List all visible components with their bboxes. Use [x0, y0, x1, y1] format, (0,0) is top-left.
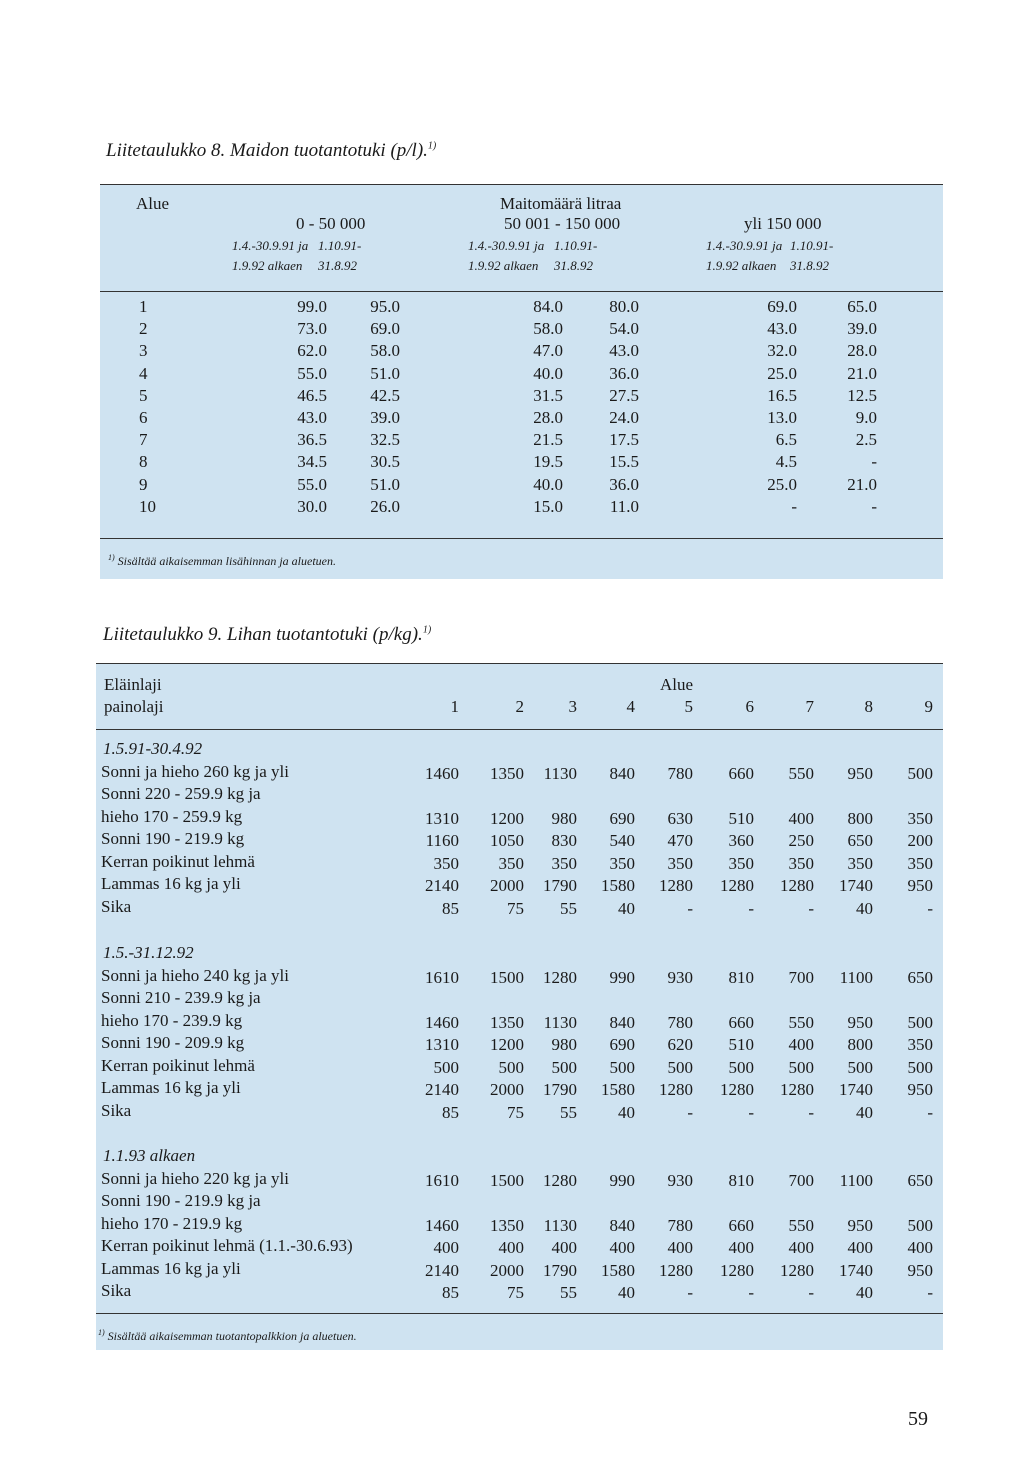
- table9-cell: 1280: [659, 876, 693, 895]
- table9-cell: 350: [907, 853, 933, 873]
- table9-cell: -: [748, 1283, 754, 1302]
- table9-cell: 400: [433, 1238, 459, 1257]
- table8-bottom-rule: [100, 538, 943, 539]
- table9-row-label: Sonni 210 - 239.9 kg ja: [101, 988, 261, 1007]
- table9-cell: 400: [788, 1238, 814, 1257]
- table9-footnote-text: Sisältää aikaisemman tuotantopalkkion ja aluetuen.: [107, 1329, 357, 1343]
- table9-cell: 550: [788, 1012, 814, 1032]
- table8-cell: 28.0: [533, 408, 563, 427]
- table9-cell: 510: [728, 1035, 754, 1054]
- table9-cell: 1350: [490, 763, 524, 783]
- table9-cell: 1580: [601, 876, 635, 895]
- table9-col-header: 5: [684, 697, 693, 716]
- table8-cell: 21.5: [533, 430, 563, 450]
- table9-cell: 840: [609, 763, 635, 783]
- table8-cell: 12.5: [847, 385, 877, 405]
- table9-cell: 1160: [425, 831, 459, 850]
- table9-cell: 2000: [490, 1260, 524, 1280]
- table9-cell: 700: [788, 967, 814, 987]
- table9-period: 1.1.93 alkaen: [103, 1146, 196, 1165]
- table9-cell: 800: [847, 808, 873, 828]
- table9-cell: 660: [728, 763, 754, 783]
- table8-cell: 6.5: [775, 430, 797, 450]
- table9-cell: 40: [618, 1283, 635, 1302]
- table8-cell: 47.0: [533, 341, 563, 361]
- table8-row-alue: 4: [139, 363, 148, 383]
- table8-cell: 51.0: [370, 363, 400, 383]
- table8-cell: 24.0: [609, 408, 639, 427]
- table9-cell: 360: [728, 831, 754, 850]
- table9-cell: 950: [847, 1012, 873, 1032]
- table9-cell: 2000: [490, 876, 524, 895]
- table9-row-label: Sonni 190 - 209.9 kg: [101, 1033, 245, 1052]
- table8-alue-header: Alue: [136, 194, 170, 213]
- table8-caption-text: Liitetaulukko 8. Maidon tuotantotuki (p/l).: [106, 140, 428, 161]
- table9-cell: 1740: [839, 876, 873, 895]
- table9-cell: 650: [907, 967, 933, 987]
- table9-cell: 1580: [601, 1260, 635, 1280]
- table8-cell: 36.5: [297, 430, 327, 450]
- table8-subheader-a: 1.9.92 alkaen: [232, 258, 303, 273]
- table9-cell: 400: [788, 808, 814, 828]
- table9-cell: 55: [560, 898, 577, 918]
- table9-cell: 500: [907, 763, 933, 783]
- table8-subheader-b: 31.8.92: [790, 258, 829, 273]
- table8-cell: 55.0: [297, 363, 327, 383]
- table8-row-alue: 2: [139, 319, 148, 339]
- table9-cell: 810: [728, 967, 754, 987]
- table9-cell: 350: [847, 853, 873, 873]
- table9-row-label: Lammas 16 kg ja yli: [101, 1258, 241, 1278]
- table9-row-label: Sonni 190 - 219.9 kg: [101, 829, 245, 848]
- table9-row-label: hieho 170 - 219.9 kg: [101, 1213, 243, 1233]
- table9-col-header: 7: [805, 697, 814, 716]
- table9-cell: 780: [667, 763, 693, 783]
- table8-cell: 25.0: [767, 363, 797, 383]
- table9-cell: -: [808, 1102, 814, 1122]
- table8-cell: 34.5: [297, 452, 327, 472]
- table8-cell: 95.0: [370, 297, 400, 316]
- table9-cell: 930: [667, 1170, 693, 1190]
- table9-row-label: Sonni 220 - 259.9 kg ja: [101, 784, 261, 803]
- table8-subheader-a: 1.4.-30.9.91 ja: [468, 238, 545, 253]
- table8-cell: 42.5: [370, 385, 400, 405]
- table8-cell: 39.0: [847, 319, 877, 339]
- table9-cell: -: [927, 1283, 933, 1302]
- table9-cell: 980: [551, 808, 577, 828]
- table8-subheader-b: 31.8.92: [554, 258, 593, 273]
- table8-cell: 54.0: [609, 319, 639, 339]
- table9-cell: 650: [907, 1170, 933, 1190]
- table8-cell: 55.0: [297, 474, 327, 494]
- table9-bottom-rule: [96, 1313, 943, 1314]
- table9-cell: 470: [667, 831, 693, 850]
- table9-cell: 800: [847, 1035, 873, 1054]
- table9-cell: 350: [907, 1035, 933, 1054]
- table9-cell: 55: [560, 1283, 577, 1302]
- table9-cell: 930: [667, 967, 693, 987]
- table9-cell: 1100: [839, 1170, 873, 1190]
- table8-cell: 2.5: [855, 430, 877, 450]
- table9-cell: 2000: [490, 1080, 524, 1099]
- table9-cell: 40: [856, 1283, 873, 1302]
- table9-cell: 85: [442, 1102, 459, 1122]
- table8-subheader-b: 1.10.91-: [318, 238, 362, 253]
- table9-cell: 700: [788, 1170, 814, 1190]
- table9-cell: 550: [788, 763, 814, 783]
- table9-cell: 40: [618, 1102, 635, 1122]
- table8-group-title: Maitomäärä litraa: [500, 194, 622, 213]
- table9-cell: 1790: [543, 1260, 577, 1280]
- table9-cell: 500: [907, 1215, 933, 1235]
- table9-cell: 1500: [490, 1170, 524, 1190]
- table8-top-rule: [100, 184, 943, 185]
- table8-cell: 15.0: [533, 496, 563, 516]
- table8-row-alue: 6: [139, 408, 148, 427]
- table8-cell: 27.5: [609, 385, 639, 405]
- table9-cell: -: [927, 898, 933, 918]
- table9-cell: -: [808, 898, 814, 918]
- table8-cell: 43.0: [609, 341, 639, 361]
- table9-cell: 990: [609, 967, 635, 987]
- table9-cell: 1280: [780, 876, 814, 895]
- table8-cell: 65.0: [847, 297, 877, 316]
- page-number: 59: [908, 1408, 928, 1430]
- table9-cell: 500: [847, 1057, 873, 1077]
- table8-cell: 36.0: [609, 474, 639, 494]
- table8-cell: 51.0: [370, 474, 400, 494]
- table9-cell: 400: [667, 1238, 693, 1257]
- table9-cell: 650: [847, 831, 873, 850]
- table9-cell: 75: [507, 898, 524, 918]
- table8-group-header: 50 001 - 150 000: [504, 214, 621, 233]
- table8-cell: 69.0: [370, 319, 400, 339]
- table9-col-header: 8: [864, 697, 873, 716]
- table8-cell: 30.5: [370, 452, 400, 472]
- table9-cell: -: [748, 1102, 754, 1122]
- table9-cell: 1130: [543, 763, 577, 783]
- table9-cell: 1200: [490, 808, 524, 828]
- table8-cell: -: [871, 452, 877, 472]
- table9-cell: 400: [609, 1238, 635, 1257]
- table9-cell: 1460: [425, 1012, 459, 1032]
- table9-period: 1.5.91-30.4.92: [103, 739, 203, 758]
- table9-cell: 840: [609, 1215, 635, 1235]
- table9-row-label: Kerran poikinut lehmä (1.1.-30.6.93): [101, 1236, 353, 1255]
- table9-row-label: Kerran poikinut lehmä: [101, 851, 255, 871]
- table9-cell: 1050: [490, 831, 524, 850]
- table9-row-label: Sika: [101, 1281, 132, 1300]
- table9-col-header: 6: [745, 697, 754, 716]
- table8-row-alue: 9: [139, 474, 148, 494]
- table9-cell: 830: [551, 831, 577, 850]
- table9-header-rule: [96, 729, 943, 730]
- table9-cell: 1280: [659, 1080, 693, 1099]
- table9-cell: 1280: [780, 1080, 814, 1099]
- table9-cell: 540: [609, 831, 635, 850]
- table9-cell: 780: [667, 1012, 693, 1032]
- table9-cell: 1280: [543, 967, 577, 987]
- table9-alue-header: Alue: [660, 675, 694, 694]
- table8-cell: 15.5: [609, 452, 639, 472]
- table9-cell: 1310: [425, 1035, 459, 1054]
- table8-cell: 11.0: [609, 496, 639, 516]
- table9-cell: 350: [498, 853, 524, 873]
- table9-cell: -: [927, 1102, 933, 1122]
- table9-cell: 1610: [425, 1170, 459, 1190]
- table9-period: 1.5.-31.12.92: [103, 943, 194, 962]
- table9-cell: -: [687, 1283, 693, 1302]
- table8-cell: 43.0: [297, 408, 327, 427]
- table8-cell: 58.0: [533, 319, 563, 339]
- table9-row-label: Sika: [101, 1100, 132, 1120]
- table9-cell: 1100: [839, 967, 873, 987]
- table8-row-alue: 7: [139, 430, 148, 450]
- table9-row-label: Lammas 16 kg ja yli: [101, 874, 241, 893]
- table9-cell: 500: [907, 1057, 933, 1077]
- table9-footnote-sup: 1): [98, 1328, 105, 1337]
- table9-cell: 1280: [720, 876, 754, 895]
- table9-cell: 40: [618, 898, 635, 918]
- table9-cell: 990: [609, 1170, 635, 1190]
- table9-cell: 400: [788, 1035, 814, 1054]
- table9-cell: 2140: [425, 1260, 459, 1280]
- table8-cell: 69.0: [767, 297, 797, 316]
- table9-col-header: 2: [515, 697, 524, 716]
- table9-cell: 1280: [543, 1170, 577, 1190]
- table9-cell: 510: [728, 808, 754, 828]
- table9-cell: 75: [507, 1283, 524, 1302]
- table8-row-alue: 10: [139, 496, 156, 516]
- table9-cell: 950: [907, 1260, 933, 1280]
- table9-row-label: hieho 170 - 259.9 kg: [101, 806, 243, 826]
- table9-cell: 1500: [490, 967, 524, 987]
- table9-cell: 780: [667, 1215, 693, 1235]
- table9-cell: 500: [788, 1057, 814, 1077]
- table8-cell: 19.5: [533, 452, 563, 472]
- table9-col-header: 3: [568, 697, 577, 716]
- table9-cell: 1280: [780, 1260, 814, 1280]
- table8-caption: [106, 140, 436, 162]
- table9-cell: 400: [498, 1238, 524, 1257]
- table9-cell: 400: [907, 1238, 933, 1257]
- table9-cell: 1790: [543, 876, 577, 895]
- table9-cell: 350: [667, 853, 693, 873]
- table9-caption-sup: 1): [422, 624, 432, 636]
- table8-row-alue: 8: [139, 452, 148, 472]
- table9-cell: 950: [907, 1080, 933, 1099]
- table9-cell: 350: [728, 853, 754, 873]
- table8-cell: 32.5: [370, 430, 400, 450]
- table9-row-label: Sonni ja hieho 220 kg ja yli: [101, 1168, 289, 1188]
- table8-cell: 73.0: [297, 319, 327, 339]
- table8-cell: 58.0: [370, 341, 400, 361]
- table9-cell: 250: [788, 831, 814, 850]
- table9-cell: 85: [442, 898, 459, 918]
- table9-cell: 500: [667, 1057, 693, 1077]
- table8-footnote-sup: 1): [108, 553, 115, 562]
- table9-cell: 1200: [490, 1035, 524, 1054]
- table8-cell: 9.0: [855, 408, 877, 427]
- table9-cell: 40: [856, 1102, 873, 1122]
- table8-subheader-a: 1.4.-30.9.91 ja: [706, 238, 783, 253]
- table9-cell: 1130: [543, 1012, 577, 1032]
- table9-row-label: Sonni 190 - 219.9 kg ja: [101, 1191, 261, 1210]
- table9-cell: 660: [728, 1215, 754, 1235]
- table9-cell: -: [748, 898, 754, 918]
- table9-cell: 85: [442, 1283, 459, 1302]
- table9-cell: -: [687, 898, 693, 918]
- table9-cell: 1350: [490, 1012, 524, 1032]
- table9-row-label: Kerran poikinut lehmä: [101, 1055, 255, 1075]
- table9-cell: 980: [551, 1035, 577, 1054]
- table9-cell: 1280: [720, 1260, 754, 1280]
- table8-caption-sup: 1): [427, 140, 437, 152]
- table8-row-alue: 3: [139, 341, 148, 361]
- table9-cell: 620: [667, 1035, 693, 1054]
- table9-cell: 500: [609, 1057, 635, 1077]
- table9-cell: 2140: [425, 876, 459, 895]
- table8-cell: 25.0: [767, 474, 797, 494]
- table9-cell: 500: [907, 1012, 933, 1032]
- table9-cell: 1790: [543, 1080, 577, 1099]
- table9-caption: [103, 624, 431, 646]
- table9-cell: 500: [433, 1057, 459, 1077]
- table9-cell: 550: [788, 1215, 814, 1235]
- table9-cell: 1130: [543, 1215, 577, 1235]
- table9-cell: 660: [728, 1012, 754, 1032]
- table9-cell: -: [687, 1102, 693, 1122]
- table9-cell: 1350: [490, 1215, 524, 1235]
- table8-cell: 46.5: [297, 385, 327, 405]
- table8-cell: 28.0: [847, 341, 877, 361]
- table9-cell: 1580: [601, 1080, 635, 1099]
- table8-cell: 99.0: [297, 297, 327, 316]
- table9-cell: 75: [507, 1102, 524, 1122]
- table9-cell: 1280: [659, 1260, 693, 1280]
- table8-subheader-b: 1.10.91-: [554, 238, 598, 253]
- table8-group-header: 0 - 50 000: [296, 214, 366, 233]
- table8-cell: 39.0: [370, 408, 400, 427]
- table9-cell: 200: [907, 831, 933, 850]
- table8-subheader-b: 1.10.91-: [790, 238, 834, 253]
- table9-cell: 500: [728, 1057, 754, 1077]
- table9-cell: -: [808, 1283, 814, 1302]
- table8-cell: 4.5: [775, 452, 797, 472]
- table9-cell: 1280: [720, 1080, 754, 1099]
- table8-cell: 31.5: [533, 385, 563, 405]
- table9-cell: 55: [560, 1102, 577, 1122]
- table9-cell: 950: [847, 763, 873, 783]
- table9-cell: 1460: [425, 1215, 459, 1235]
- table9-cell: 1460: [425, 763, 459, 783]
- table9-cell: 40: [856, 898, 873, 918]
- table9-top-rule: [96, 663, 943, 664]
- table8-group-header: yli 150 000: [744, 214, 822, 233]
- table8-subheader-a: 1.9.92 alkaen: [468, 258, 539, 273]
- table9-row-label: Sonni ja hieho 240 kg ja yli: [101, 965, 289, 985]
- table9-cell: 1740: [839, 1080, 873, 1099]
- table9-cell: 350: [609, 853, 635, 873]
- table8-cell: 43.0: [767, 319, 797, 339]
- table8-cell: 80.0: [609, 297, 639, 316]
- table9-cell: 2140: [425, 1080, 459, 1099]
- table9-col-header: 9: [924, 697, 933, 716]
- table8-cell: 21.0: [847, 474, 877, 494]
- table8-cell: -: [791, 496, 797, 516]
- table9-col-header: 1: [450, 697, 459, 716]
- table9-cell: 810: [728, 1170, 754, 1190]
- table8-cell: 21.0: [847, 363, 877, 383]
- table8-cell: 17.5: [609, 430, 639, 450]
- table9-cell: 950: [907, 876, 933, 895]
- table8-header-rule: [100, 291, 943, 292]
- table8-subheader-a: 1.4.-30.9.91 ja: [232, 238, 309, 253]
- table8-cell: -: [871, 496, 877, 516]
- table9-caption-text: Liitetaulukko 9. Lihan tuotantotuki (p/kg).: [103, 624, 423, 645]
- table9-cell: 690: [609, 808, 635, 828]
- table9-cell: 350: [433, 853, 459, 873]
- table8-cell: 84.0: [533, 297, 563, 316]
- table9-cell: 1740: [839, 1260, 873, 1280]
- table9-cell: 690: [609, 1035, 635, 1054]
- table9-cell: 400: [551, 1238, 577, 1257]
- table8-cell: 26.0: [370, 496, 400, 516]
- table9-cell: 500: [498, 1057, 524, 1077]
- table8-cell: 32.0: [767, 341, 797, 361]
- table9-cell: 500: [551, 1057, 577, 1077]
- table8-footnote-text: Sisältää aikaisemman lisähinnan ja aluetuen.: [117, 554, 336, 568]
- table8-row-alue: 1: [139, 297, 148, 316]
- table8-cell: 40.0: [533, 363, 563, 383]
- table9-cell: 350: [788, 853, 814, 873]
- table9-label-header: painolaji: [104, 697, 164, 716]
- table9-cell: 950: [847, 1215, 873, 1235]
- table8-row-alue: 5: [139, 385, 148, 405]
- table9-row-label: Sika: [101, 896, 132, 916]
- table8-cell: 13.0: [767, 408, 797, 427]
- table9-cell: 1610: [425, 967, 459, 987]
- table8-cell: 16.5: [767, 385, 797, 405]
- table9-row-label: Sonni ja hieho 260 kg ja yli: [101, 761, 289, 781]
- table8-cell: 40.0: [533, 474, 563, 494]
- table9-cell: 400: [728, 1238, 754, 1257]
- table9-row-label: hieho 170 - 239.9 kg: [101, 1010, 243, 1030]
- table8-footnote: [108, 553, 336, 569]
- table9-cell: 1310: [425, 808, 459, 828]
- table9-cell: 630: [667, 808, 693, 828]
- table9-row-label: Lammas 16 kg ja yli: [101, 1078, 241, 1097]
- table9-cell: 350: [907, 808, 933, 828]
- table9-col-header: 4: [626, 697, 635, 716]
- table8-cell: 30.0: [297, 496, 327, 516]
- table8-cell: 36.0: [609, 363, 639, 383]
- table9-cell: 840: [609, 1012, 635, 1032]
- table9-label-header: Eläinlaji: [104, 675, 162, 694]
- table8-subheader-b: 31.8.92: [318, 258, 357, 273]
- table8-subheader-a: 1.9.92 alkaen: [706, 258, 777, 273]
- table9-cell: 400: [847, 1238, 873, 1257]
- table8-cell: 62.0: [297, 341, 327, 361]
- table9-footnote: [98, 1328, 357, 1344]
- table9-cell: 350: [551, 853, 577, 873]
